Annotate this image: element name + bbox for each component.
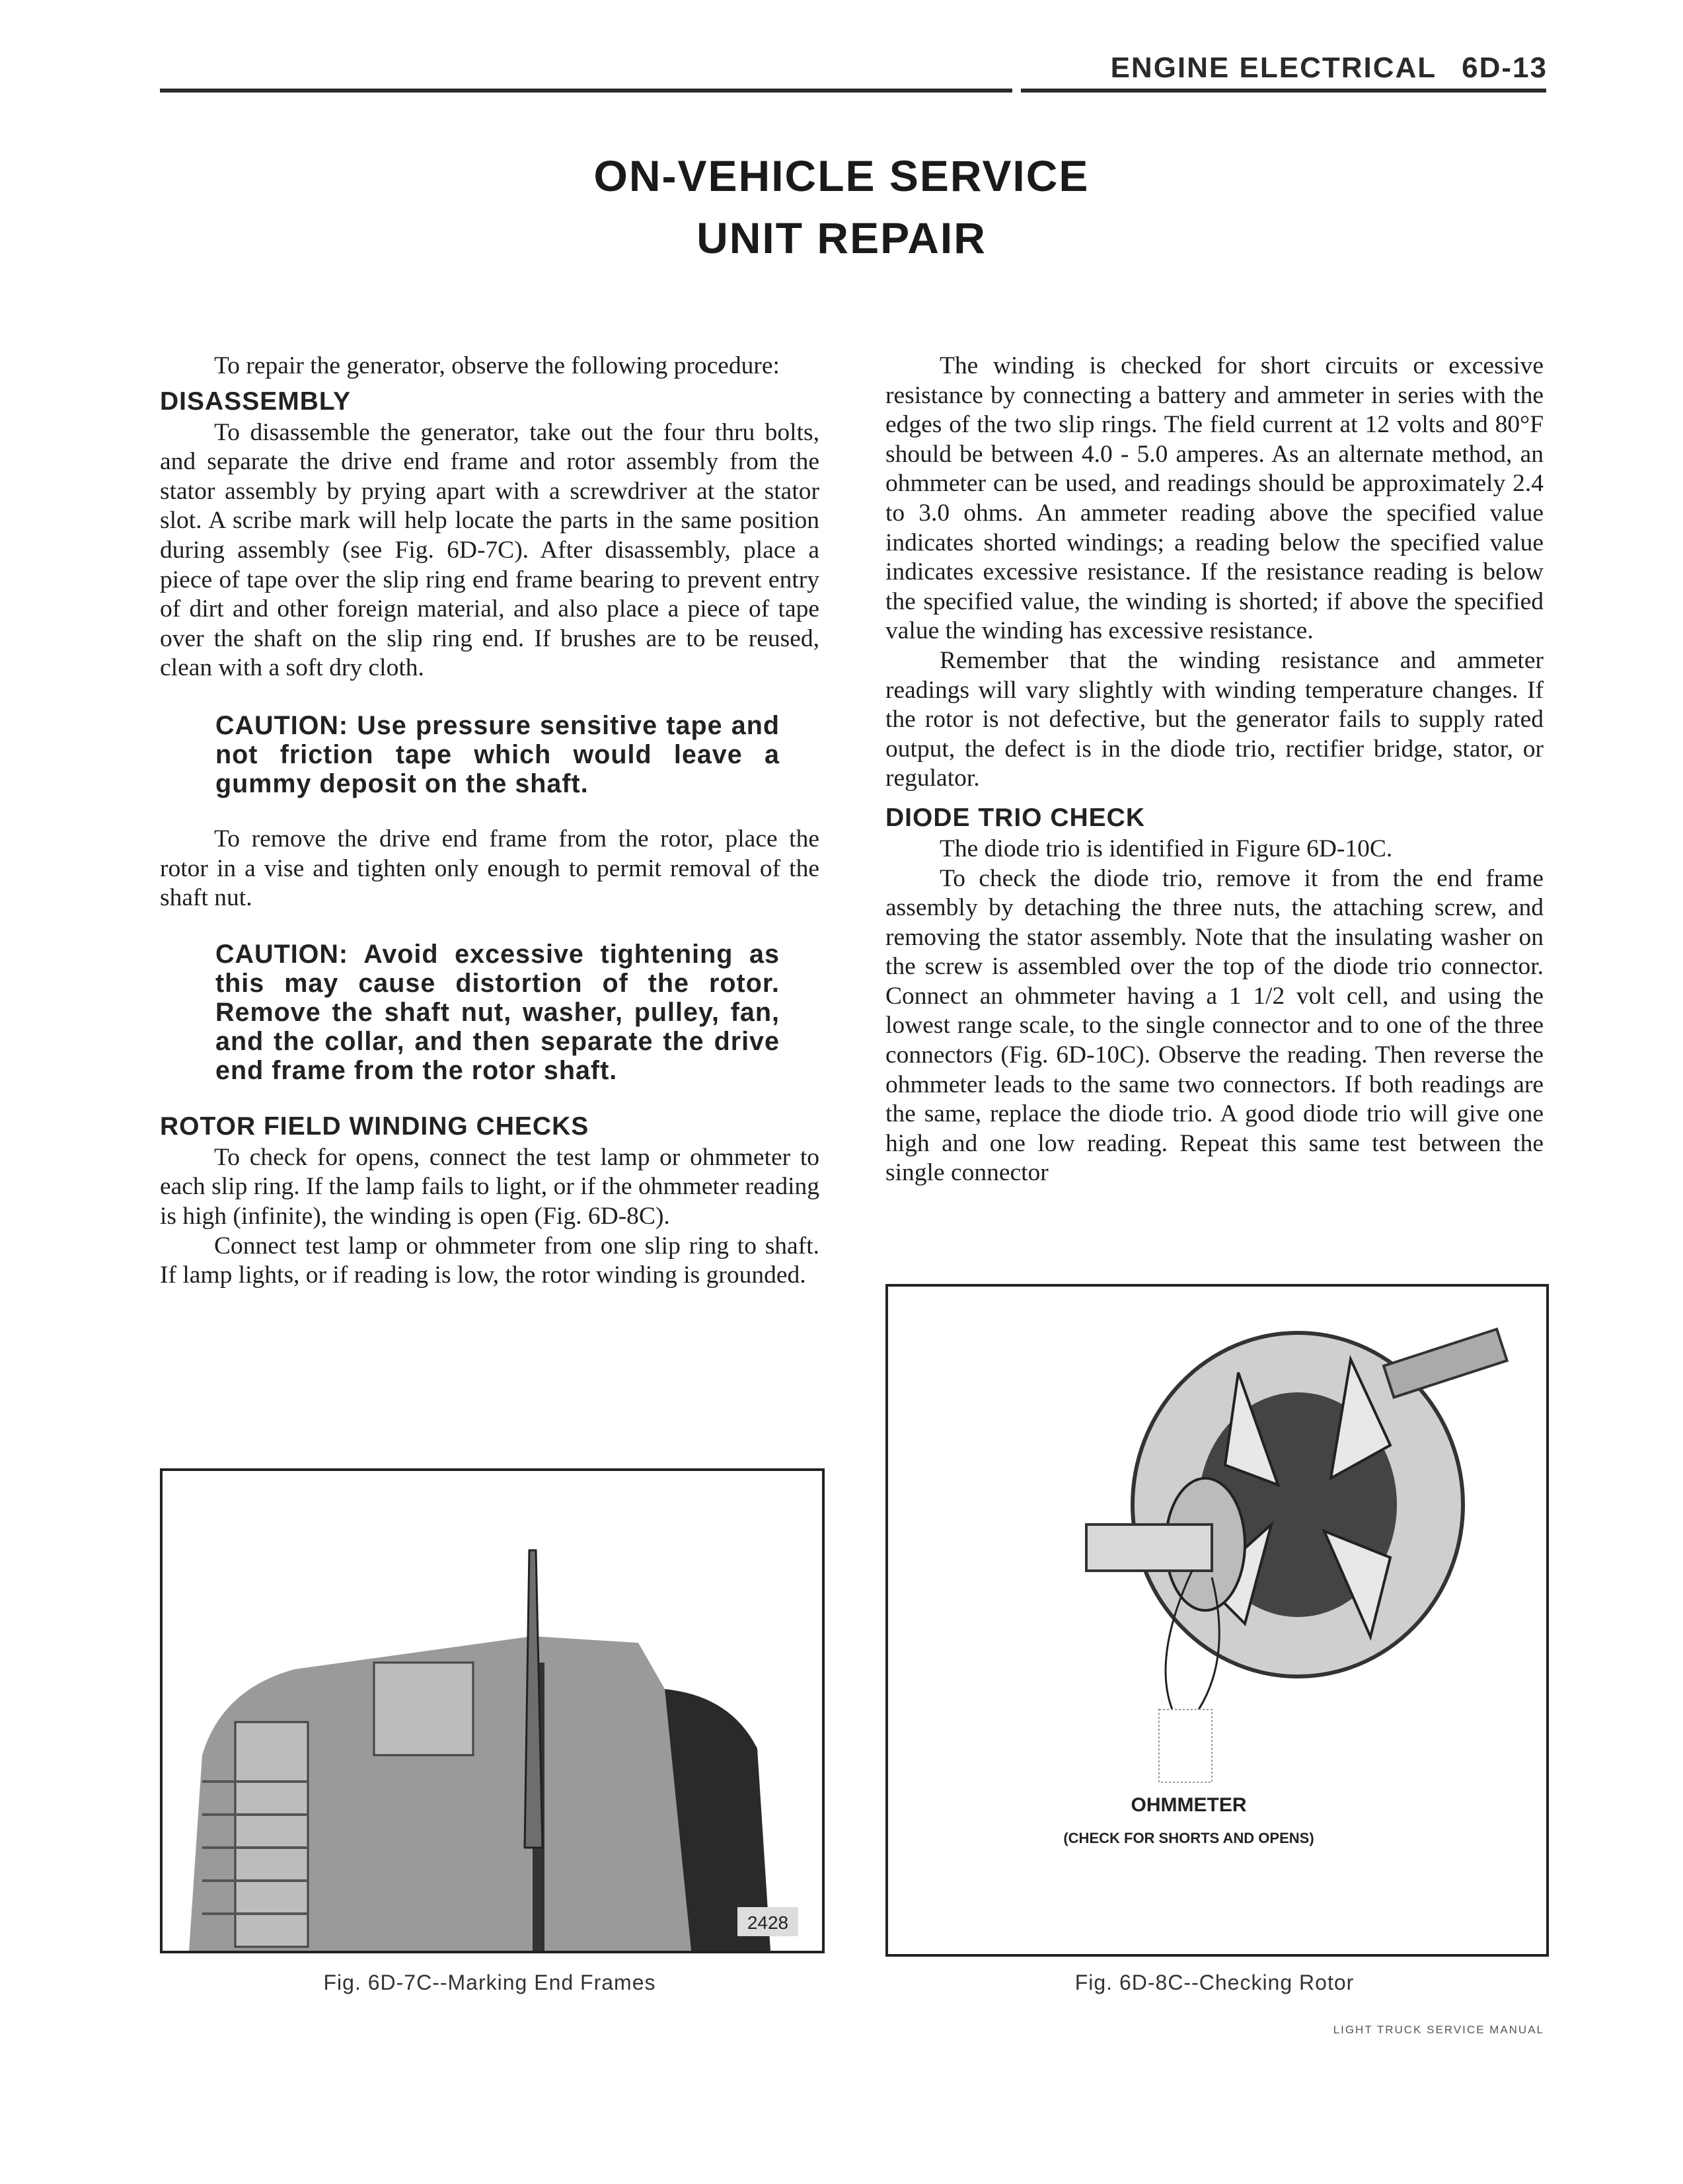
ohmmeter-sublabel: (CHECK FOR SHORTS AND OPENS): [1063, 1830, 1314, 1846]
caution-tape: CAUTION: Use pressure sensitive tape and not friction tape which would leave a gummy deposit on the shaft.: [215, 710, 780, 798]
diode-identified-paragraph: The diode trio is identified in Figure 6D-10C.: [940, 835, 1393, 862]
remove-drive-end-paragraph: To remove the drive end frame from the rotor, place the rotor in a vise and tighten only enough to permit removal of the shaft nut.: [160, 825, 819, 912]
rotor-field-winding-heading: ROTOR FIELD WINDING CHECKS: [160, 1111, 589, 1141]
disassembly-paragraph: To disassemble the generator, take out the four thru bolts, and separate the drive end frame and rotor assembly from the stator assembly by prying apart with a screwdriver at the stator slot. A scribe mark will help locate the parts in the same position during assembly (see Fig. 6D-7C). After disassembly, place a piece of tape over the slip ring end frame bearing to prevent entry of dirt and other foreign material, and also place a piece of tape over the shaft on the slip ring end. If brushes are to be reused, clean with a soft dry cloth.: [160, 418, 819, 682]
disassembly-heading: DISASSEMBLY: [160, 387, 352, 416]
page-number: 6D-13: [1462, 52, 1548, 84]
rotor-ground-paragraph: Connect test lamp or ohmmeter from one slip ring to shaft. If lamp lights, or if reading is low, the rotor winding is grounded.: [160, 1232, 819, 1289]
figure-checking-rotor: [885, 1284, 1549, 1957]
figure-marking-end-frames: [160, 1468, 825, 1953]
rotor-opens-paragraph: To check for opens, connect the test lamp or ohmmeter to each slip ring. If the lamp fails to light, or if the ohmmeter reading is high (infinite), the winding is open (Fig. 6D-8C).: [160, 1143, 819, 1230]
running-header: [1111, 52, 1548, 85]
rotor-photo: [888, 1287, 1546, 1954]
page-title-unit-repair: UNIT REPAIR: [696, 213, 987, 262]
right-column: [885, 352, 1544, 1188]
ohmmeter-icon: [1159, 1710, 1212, 1782]
ohmmeter-label: OHMMETER: [1131, 1794, 1247, 1816]
caution-tightening: CAUTION: Avoid excessive tightening as this may cause distortion of the rotor. Remove the shaft nut, washer, pulley, fan, and the collar, and then separate the drive end frame from the rotor shaft.: [215, 939, 780, 1085]
winding-check-paragraph: The winding is checked for short circuits or excessive resistance by connecting a battery and ammeter in series with the edges of the two slip rings. The field current at 12 volts and 80°F should be between 4.0 - 5.0 amperes. As an alternate method, an ohmmeter can be used, and readings should be approximately 2.4 to 3.0 ohms. An ammeter reading above the specified value indicates shorted windings; a reading below the specified value indicates excessive resistance. If the resistance reading is below the specified value, the winding is shorted; if above the specified value the winding has excessive resistance.: [885, 352, 1544, 645]
footer-manual-title: LIGHT TRUCK SERVICE MANUAL: [1333, 2023, 1544, 2036]
section-title: ENGINE ELECTRICAL: [1110, 52, 1437, 84]
page-title-on-vehicle-service: ON-VEHICLE SERVICE: [593, 151, 1090, 200]
photo-number: 2428: [747, 1912, 789, 1933]
generator-photo: [163, 1471, 822, 1951]
figure-caption-right: Fig. 6D-8C--Checking Rotor: [1074, 1971, 1355, 1994]
diode-trio-heading: DIODE TRIO CHECK: [885, 803, 1146, 832]
intro-paragraph: To repair the generator, observe the following procedure:: [214, 352, 780, 379]
header-rule-left: [160, 89, 1012, 93]
left-column: [160, 352, 819, 1291]
header-rule-right: [1021, 89, 1546, 93]
figure-caption-left: Fig. 6D-7C--Marking End Frames: [323, 1971, 656, 1994]
remember-paragraph: Remember that the winding resistance and ammeter readings will vary slightly with winding temperature changes. If the rotor is not defective, but the generator fails to supply rated output, the defect is in the diode trio, rectifier bridge, stator, or regulator.: [885, 646, 1544, 792]
diode-check-paragraph: To check the diode trio, remove it from the end frame assembly by detaching the three nuts, the attaching screw, and removing the stator assembly. Note that the insulating washer on the screw is assembled over the top of the diode trio connector. Connect an ohmmeter having a 1 1/2 volt cell, and using the lowest range scale, to the single connector and to one of the three connectors (Fig. 6D-10C). Observe the reading. Then reverse the ohmmeter leads to the same two connectors. If both readings are the same, replace the diode trio. A good diode trio will give one high and one low reading. Repeat this same test between the single connector: [885, 864, 1544, 1187]
